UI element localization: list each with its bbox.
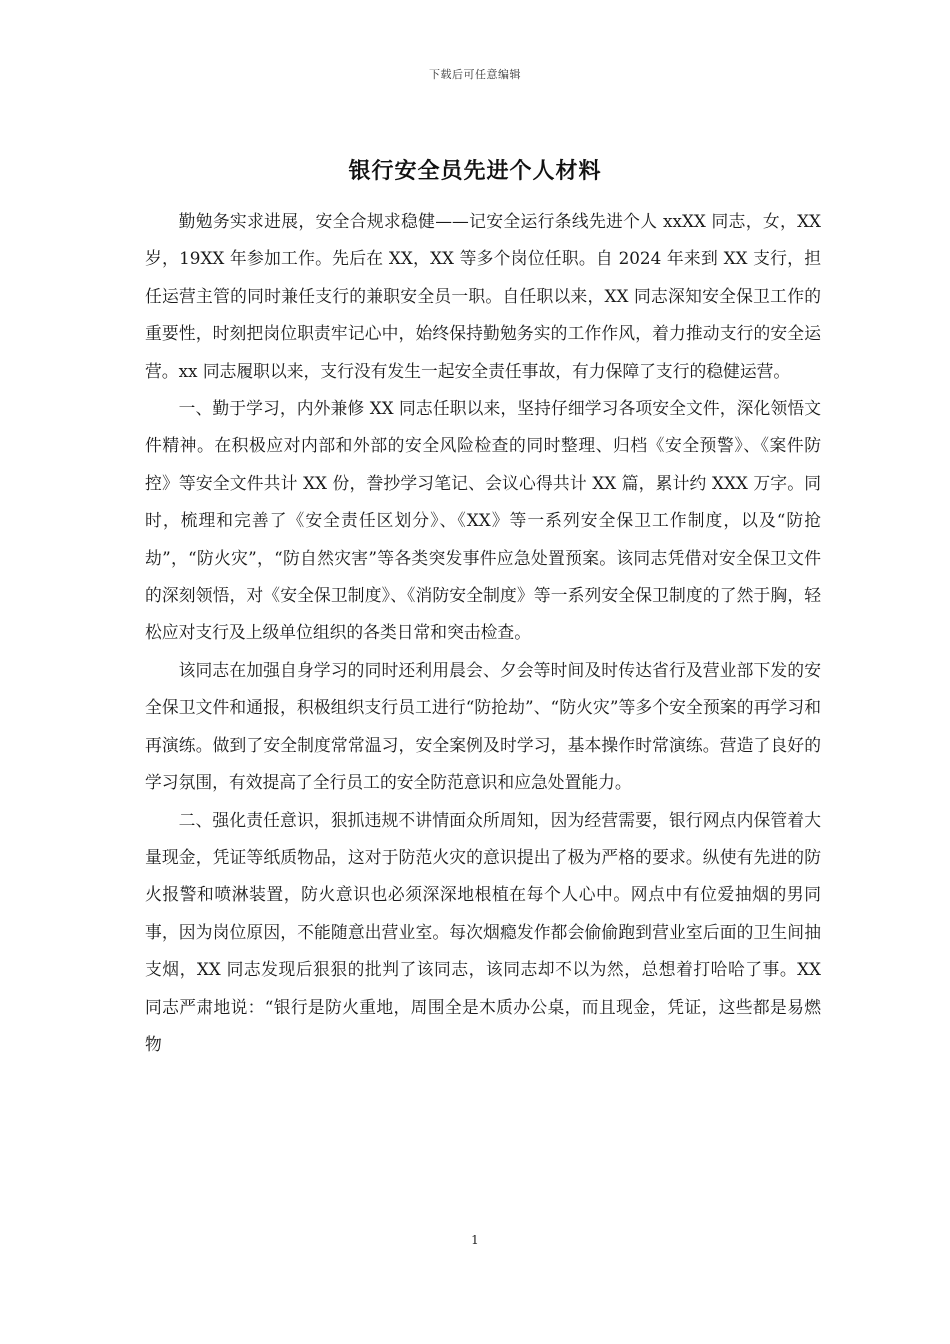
paragraph-3: 该同志在加强自身学习的同时还利用晨会、夕会等时间及时传达省行及营业部下发的安全保卫文件和通报，积极组织支行员工进行“防抢劫”、“防火灾”等多个安全预案的再学习和再演练。做到了安全制度常常温习，安全案例及时学习，基本操作时常演练。营造了良好的学习氛围，有效提高了全行员工的安全防范意识和应急处置能力。 [145, 659, 821, 793]
document-title: 银行安全员先进个人材料 [348, 158, 602, 184]
page-number: 1 [471, 1233, 479, 1247]
paragraph-4: 二、强化责任意识，狠抓违规不讲情面众所周知，因为经营需要，银行网点内保管着大量现金，凭证等纸质物品，这对于防范火灾的意识提出了极为严格的要求。纵使有先进的防火报警和喷淋装置，防火意识也必须深深地根植在每个人心中。网点中有位爱抽烟的男同事，因为岗位原因，不能随意出营业室。每次烟瘾发作都会偷偷跑到营业室后面的卫生间抽支烟，XX 同志发现后狠狠的批判了该同志，该同志却不以为然，总想着打哈哈了事。XX 同志严肃地说：“银行是防火重地，周围全是木质办公桌，而且现金，凭证，这些都是易燃物 [145, 809, 821, 1054]
document-body [145, 203, 821, 1063]
paragraph-1: 勤勉务实求进展，安全合规求稳健——记安全运行条线先进个人 xxXX 同志，女，XX 岁，19XX 年参加工作。先后在 XX，XX 等多个岗位任职。自 2024 年来到 XX 支行，担任运营主管的同时兼任支行的兼职安全员一职。自任职以来，XX 同志深知安全保卫工作的重要性，时刻把岗位职责牢记心中，始终保持勤勉务实的工作作风，着力推动支行的安全运营。xx 同志履职以来，支行没有发生一起安全责任事故，有力保障了支行的稳健运营。 [145, 211, 821, 381]
header-note: 下载后可任意编辑 [429, 68, 521, 81]
paragraph-2: 一、勤于学习，内外兼修 XX 同志任职以来，坚持仔细学习各项安全文件，深化领悟文件精神。在积极应对内部和外部的安全风险检查的同时整理、归档《安全预警》、《案件防控》等安全文件共计 XX 份，誊抄学习笔记、会议心得共计 XX 篇，累计约 XXX 万字。同时，梳理和完善了《安全责任区划分》、《XX》等一系列安全保卫工作制度，以及“防抢劫”，“防火灾”，“防自然灾害”等各类突发事件应急处置预案。该同志凭借对安全保卫文件的深刻领悟，对《安全保卫制度》、《消防安全制度》等一系列安全保卫制度的了然于胸，轻松应对支行及上级单位组织的各类日常和突击检查。 [145, 398, 821, 643]
